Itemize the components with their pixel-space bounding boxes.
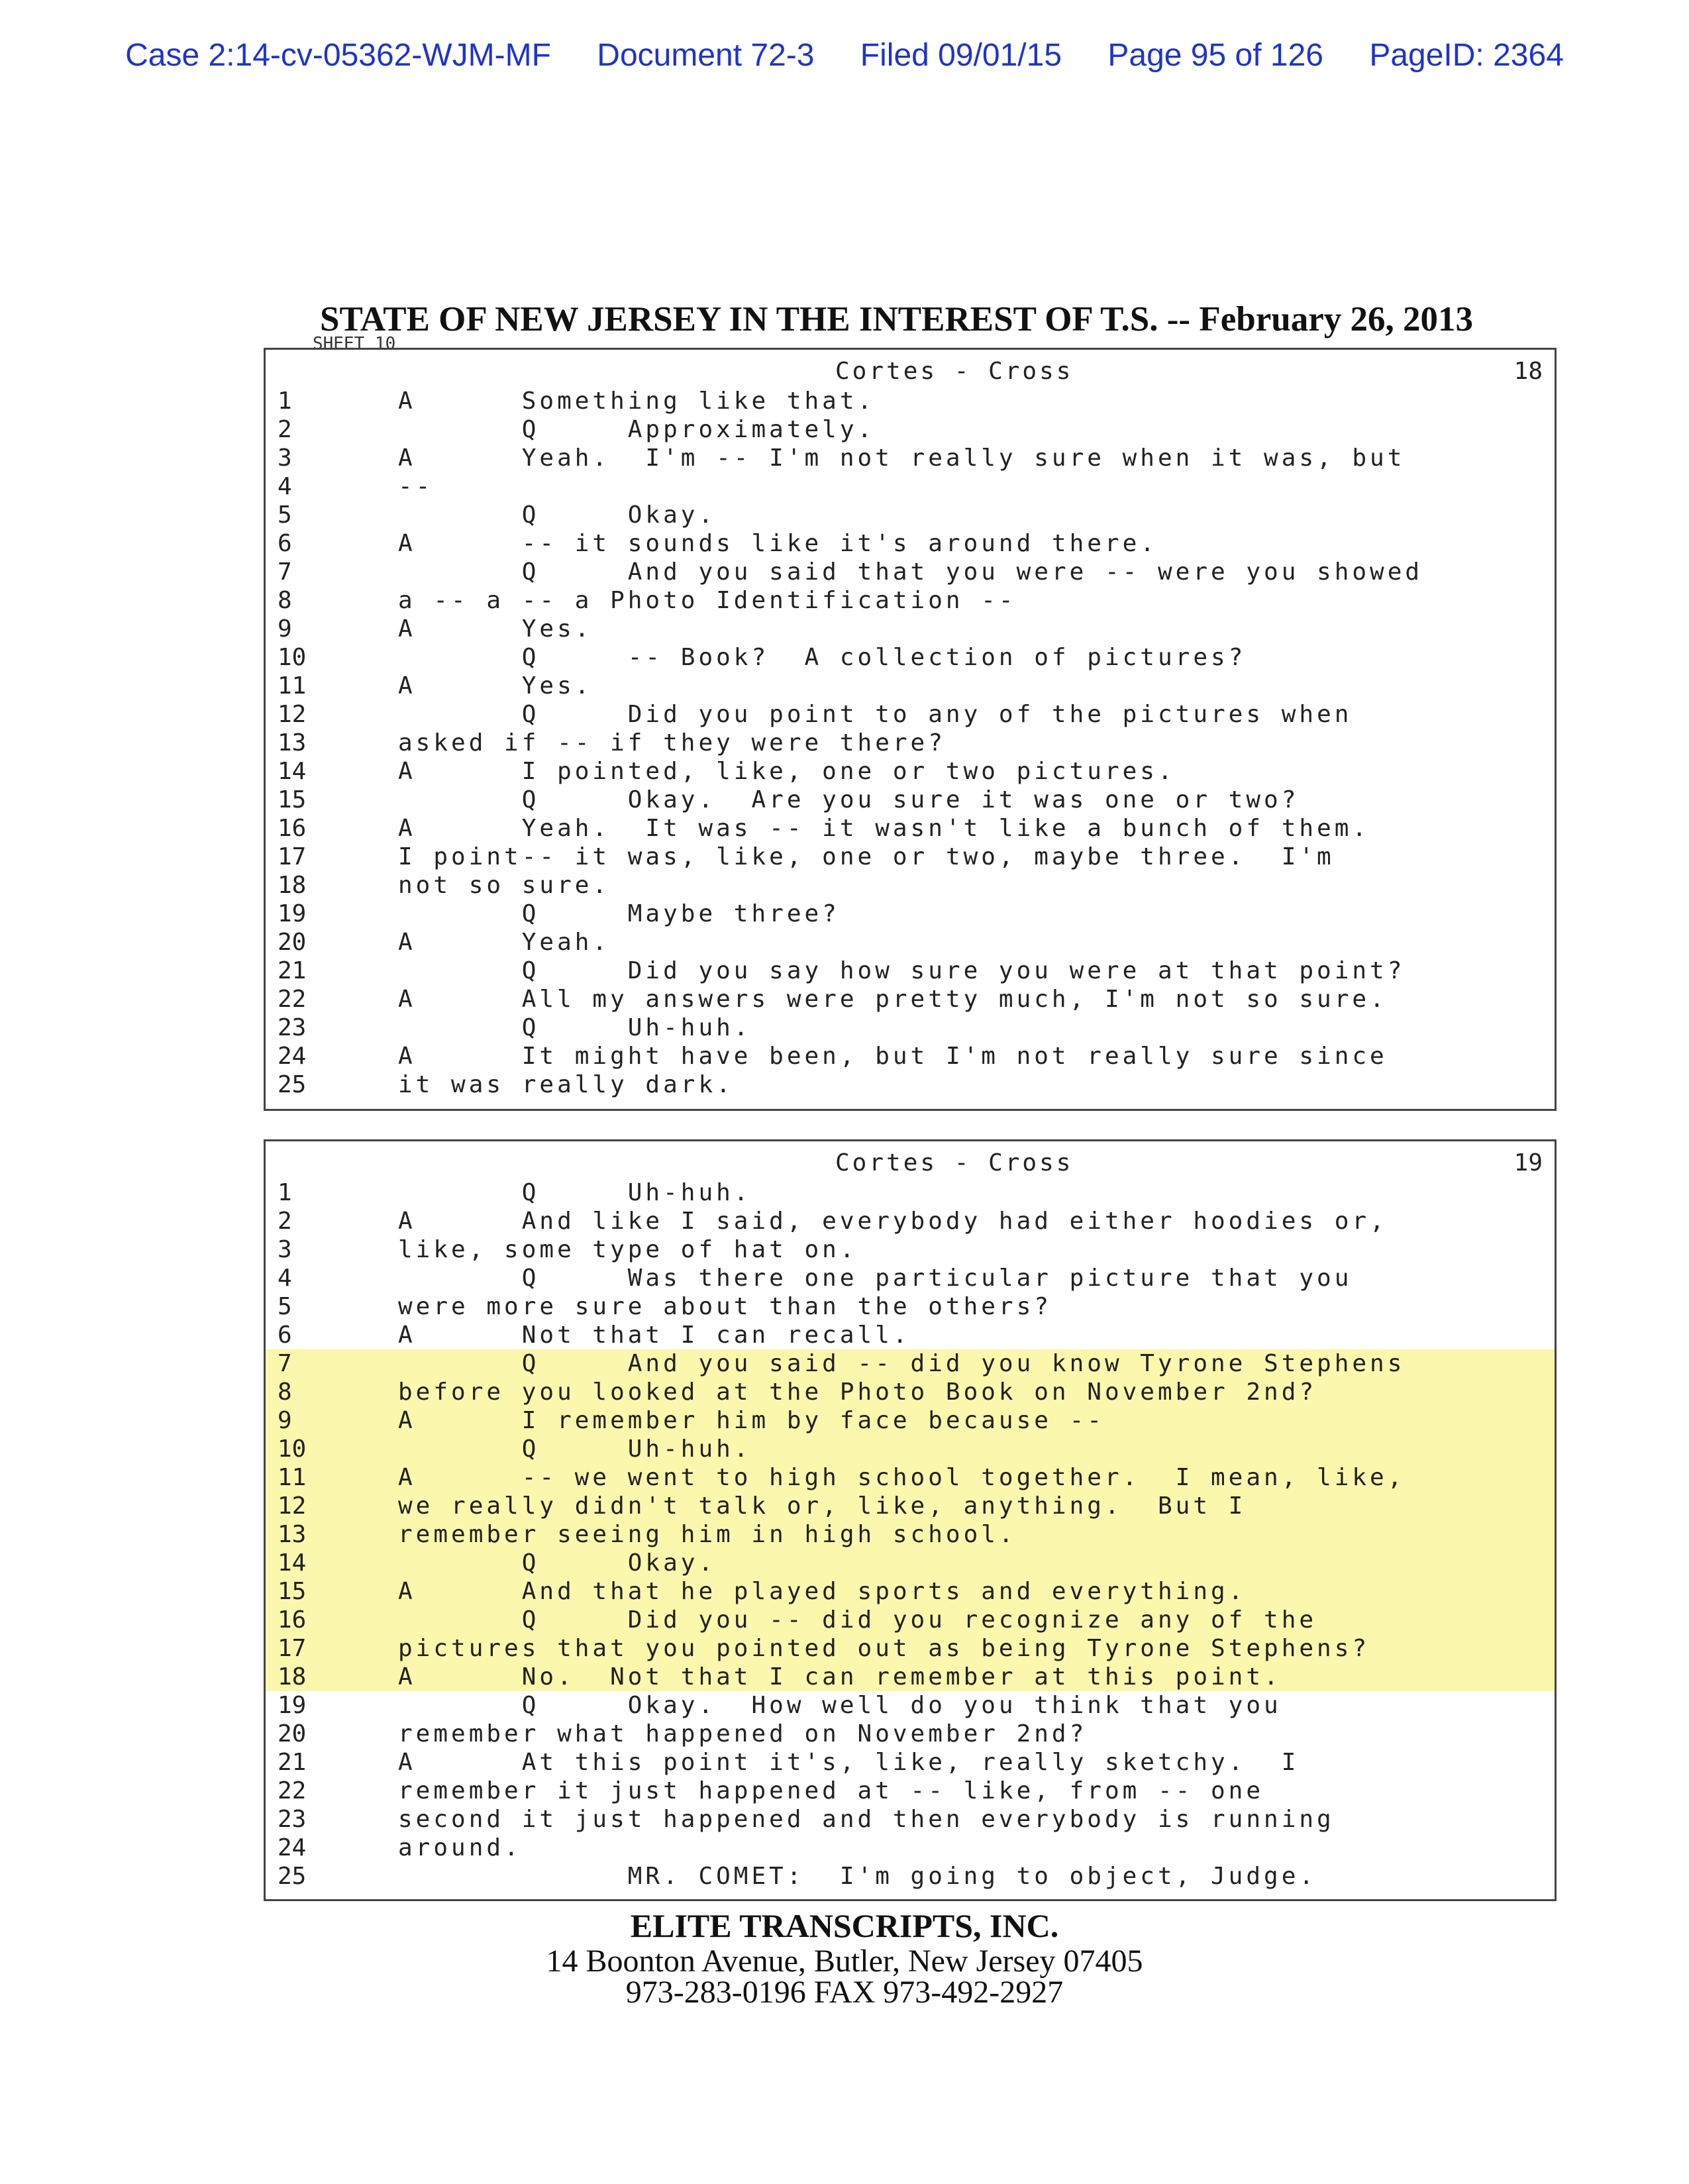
line-number: 9 [278, 1407, 292, 1434]
line-text: A Not that I can recall. [398, 1322, 911, 1349]
filed-date: Filed 09/01/15 [860, 38, 1062, 73]
line-number: 14 [278, 1549, 307, 1577]
line-text: it was really dark. [398, 1071, 734, 1098]
line-text: asked if -- if they were there? [398, 729, 946, 756]
line-number: 20 [278, 929, 307, 956]
line-text: A Yes. [398, 615, 593, 643]
line-text: A At this point it's, like, really sketchy. I [398, 1749, 1300, 1776]
line-text: A Yes. [398, 672, 593, 700]
transcript-line [266, 757, 1555, 786]
line-text: second it just happened and then everybody is running [398, 1806, 1335, 1833]
witness-examination-header: Cortes - Cross [835, 1149, 1074, 1176]
line-text: Q Maybe three? [398, 900, 840, 927]
transcript-line-highlighted [266, 1406, 1555, 1435]
sheet-label: SHEET 10 [313, 334, 396, 354]
line-text: we really didn't talk or, like, anything. But I [398, 1492, 1247, 1520]
line-text: Q -- Book? A collection of pictures? [398, 644, 1247, 671]
case-title: STATE OF NEW JERSEY IN THE INTEREST OF T.S. -- February 26, 2013 [320, 300, 1473, 338]
line-text: before you looked at the Photo Book on November 2nd? [398, 1378, 1317, 1406]
transcript-line-highlighted [266, 1549, 1555, 1577]
transcript-page-header [266, 358, 1555, 387]
line-text: Q Uh-huh. [398, 1014, 752, 1041]
document-number: Document 72-3 [597, 38, 815, 73]
transcript-line-highlighted [266, 1663, 1555, 1691]
line-number: 15 [278, 786, 307, 813]
line-text: Q Okay. Are you sure it was one or two? [398, 786, 1300, 813]
line-number: 5 [278, 501, 292, 529]
transcript-line [266, 843, 1555, 871]
line-number: 25 [278, 1071, 307, 1098]
transcript-line-highlighted [266, 1606, 1555, 1634]
line-text: A Yeah. It was -- it wasn't like a bunch of them. [398, 815, 1370, 842]
transcript-line [266, 1805, 1555, 1834]
line-text: A And like I said, everybody had either hoodies or, [398, 1208, 1388, 1235]
line-text: A All my answers were pretty much, I'm not so sure. [398, 986, 1388, 1013]
line-text: A I pointed, like, one or two pictures. [398, 758, 1176, 785]
line-text: Q And you said -- did you know Tyrone Stephens [398, 1350, 1406, 1377]
transcript-line [266, 1042, 1555, 1070]
transcript-line [266, 1748, 1555, 1777]
line-number: 12 [278, 701, 307, 728]
transcript-line-highlighted [266, 1520, 1555, 1549]
line-number: 17 [278, 1635, 307, 1662]
line-text: remember what happened on November 2nd? [398, 1720, 1088, 1747]
line-number: 21 [278, 1749, 307, 1776]
transcript-line [266, 501, 1555, 529]
transcript-line [266, 700, 1555, 729]
line-text: A It might have been, but I'm not really sure since [398, 1043, 1388, 1070]
line-text: Q Did you point to any of the pictures when [398, 701, 1353, 728]
transcript-line [266, 387, 1555, 415]
line-text: A No. Not that I can remember at this point. [398, 1663, 1282, 1690]
line-number: 12 [278, 1492, 307, 1520]
transcript-line [266, 1720, 1555, 1748]
transcript-line [266, 1292, 1555, 1321]
line-number: 23 [278, 1014, 307, 1041]
transcript-line [266, 615, 1555, 643]
line-text: A Yeah. [398, 929, 611, 956]
transcript-line [266, 957, 1555, 985]
line-text: pictures that you pointed out as being Tyrone Stephens? [398, 1635, 1370, 1662]
line-number: 1 [278, 388, 292, 415]
line-number: 15 [278, 1578, 307, 1605]
footer-address: 14 Boonton Avenue, Butler, New Jersey 07405 [546, 1944, 1143, 1979]
line-text: Q Did you say how sure you were at that point? [398, 957, 1406, 984]
transcript-page-header [266, 1149, 1555, 1178]
transcript-line [266, 1691, 1555, 1720]
line-text: A And that he played sports and everything. [398, 1578, 1247, 1605]
line-number: 3 [278, 444, 292, 472]
transcript-line-highlighted [266, 1435, 1555, 1463]
transcript-line [266, 928, 1555, 957]
transcript-line-highlighted [266, 1492, 1555, 1520]
line-text: Q Uh-huh. [398, 1435, 752, 1463]
line-number: 23 [278, 1806, 307, 1833]
line-number: 2 [278, 1208, 292, 1235]
transcript-line [266, 672, 1555, 700]
court-filing-stamp [0, 37, 1689, 74]
transcript-line [266, 985, 1555, 1014]
line-text: remember it just happened at -- like, from -- one [398, 1777, 1264, 1804]
transcript-line [266, 871, 1555, 900]
transcript-line [266, 814, 1555, 843]
line-text: A I remember him by face because -- [398, 1407, 1105, 1434]
line-text: Q Did you -- did you recognize any of the [398, 1606, 1317, 1634]
transcript-line [266, 1207, 1555, 1235]
line-number: 19 [278, 1692, 307, 1719]
line-number: 4 [278, 1265, 292, 1292]
line-number: 18 [278, 872, 307, 899]
line-number: 9 [278, 615, 292, 643]
line-text: A Something like that. [398, 388, 876, 415]
transcript-line [266, 586, 1555, 615]
transcript-line-highlighted [266, 1463, 1555, 1492]
transcript-line [266, 1178, 1555, 1207]
line-text: Q Approximately. [398, 416, 876, 443]
line-number: 3 [278, 1236, 292, 1263]
line-text: I point-- it was, like, one or two, maybe three. I'm [398, 843, 1335, 870]
line-number: 24 [278, 1043, 307, 1070]
line-number: 7 [278, 558, 292, 586]
line-text: A -- it sounds like it's around there. [398, 530, 1158, 557]
transcript-line [266, 1777, 1555, 1805]
transcript-line [266, 786, 1555, 814]
case-number: Case 2:14-cv-05362-WJM-MF [125, 38, 551, 73]
transcript-line [266, 1014, 1555, 1042]
transcript-page-18 [264, 348, 1557, 1111]
line-text: Q Uh-huh. [398, 1179, 752, 1206]
transcript-line [266, 643, 1555, 672]
line-text: Q Was there one particular picture that you [398, 1265, 1353, 1292]
transcript-page-number: 19 [1513, 1149, 1543, 1176]
line-number: 7 [278, 1350, 292, 1377]
witness-examination-header: Cortes - Cross [835, 358, 1074, 385]
line-number: 19 [278, 900, 307, 927]
line-text: Q Okay. How well do you think that you [398, 1692, 1282, 1719]
line-number: 11 [278, 1464, 307, 1491]
line-number: 21 [278, 957, 307, 984]
line-number: 8 [278, 587, 292, 614]
line-number: 10 [278, 644, 307, 671]
line-number: 6 [278, 530, 292, 557]
line-number: 10 [278, 1435, 307, 1463]
line-text: Q And you said that you were -- were you showed [398, 558, 1423, 586]
transcript-line [266, 444, 1555, 472]
transcript-page-number: 18 [1513, 358, 1543, 385]
line-number: 18 [278, 1663, 307, 1690]
transcript-line [266, 900, 1555, 928]
line-text: remember seeing him in high school. [398, 1521, 1017, 1548]
transcript-line-highlighted [266, 1378, 1555, 1406]
line-number: 13 [278, 729, 307, 756]
line-number: 22 [278, 1777, 307, 1804]
transcript-line [266, 529, 1555, 558]
line-number: 5 [278, 1293, 292, 1320]
line-number: 20 [278, 1720, 307, 1747]
line-number: 2 [278, 416, 292, 443]
transcript-line [266, 558, 1555, 586]
line-number: 17 [278, 843, 307, 870]
line-text: not so sure. [398, 872, 611, 899]
transcript-lines [266, 1178, 1555, 1891]
line-number: 1 [278, 1179, 292, 1206]
transcript-line [266, 1834, 1555, 1862]
line-text: MR. COMET: I'm going to object, Judge. [398, 1863, 1317, 1890]
transcript-line [266, 472, 1555, 501]
line-text: around. [398, 1834, 522, 1861]
line-number: 22 [278, 986, 307, 1013]
page-id: PageID: 2364 [1369, 38, 1564, 73]
line-text: a -- a -- a Photo Identification -- [398, 587, 1017, 614]
transcript-line [266, 1235, 1555, 1264]
line-text: -- [398, 473, 434, 500]
line-number: 11 [278, 672, 307, 700]
transcript-line-highlighted [266, 1634, 1555, 1663]
line-number: 13 [278, 1521, 307, 1548]
line-text: A -- we went to high school together. I mean, like, [398, 1464, 1406, 1491]
transcript-line [266, 1070, 1555, 1099]
line-text: Q Okay. [398, 1549, 717, 1577]
transcript-line-highlighted [266, 1577, 1555, 1606]
line-number: 16 [278, 815, 307, 842]
transcript-line [266, 415, 1555, 444]
line-text: Q Okay. [398, 501, 717, 529]
line-text: like, some type of hat on. [398, 1236, 858, 1263]
transcript-lines [266, 387, 1555, 1099]
transcript-page-19 [264, 1139, 1557, 1901]
line-number: 14 [278, 758, 307, 785]
transcript-line [266, 1264, 1555, 1292]
line-text: were more sure about than the others? [398, 1293, 1052, 1320]
page-count: Page 95 of 126 [1107, 38, 1323, 73]
transcript-line [266, 1862, 1555, 1891]
line-number: 16 [278, 1606, 307, 1634]
line-number: 6 [278, 1322, 292, 1349]
line-number: 24 [278, 1834, 307, 1861]
line-number: 25 [278, 1863, 307, 1890]
transcript-line [266, 1321, 1555, 1349]
footer-phone: 973-283-0196 FAX 973-492-2927 [625, 1975, 1064, 2010]
transcript-line-highlighted [266, 1349, 1555, 1378]
line-number: 8 [278, 1378, 292, 1406]
transcript-line [266, 729, 1555, 757]
line-number: 4 [278, 473, 292, 500]
line-text: A Yeah. I'm -- I'm not really sure when it was, but [398, 444, 1406, 472]
footer-company: ELITE TRANSCRIPTS, INC. [630, 1907, 1059, 1944]
